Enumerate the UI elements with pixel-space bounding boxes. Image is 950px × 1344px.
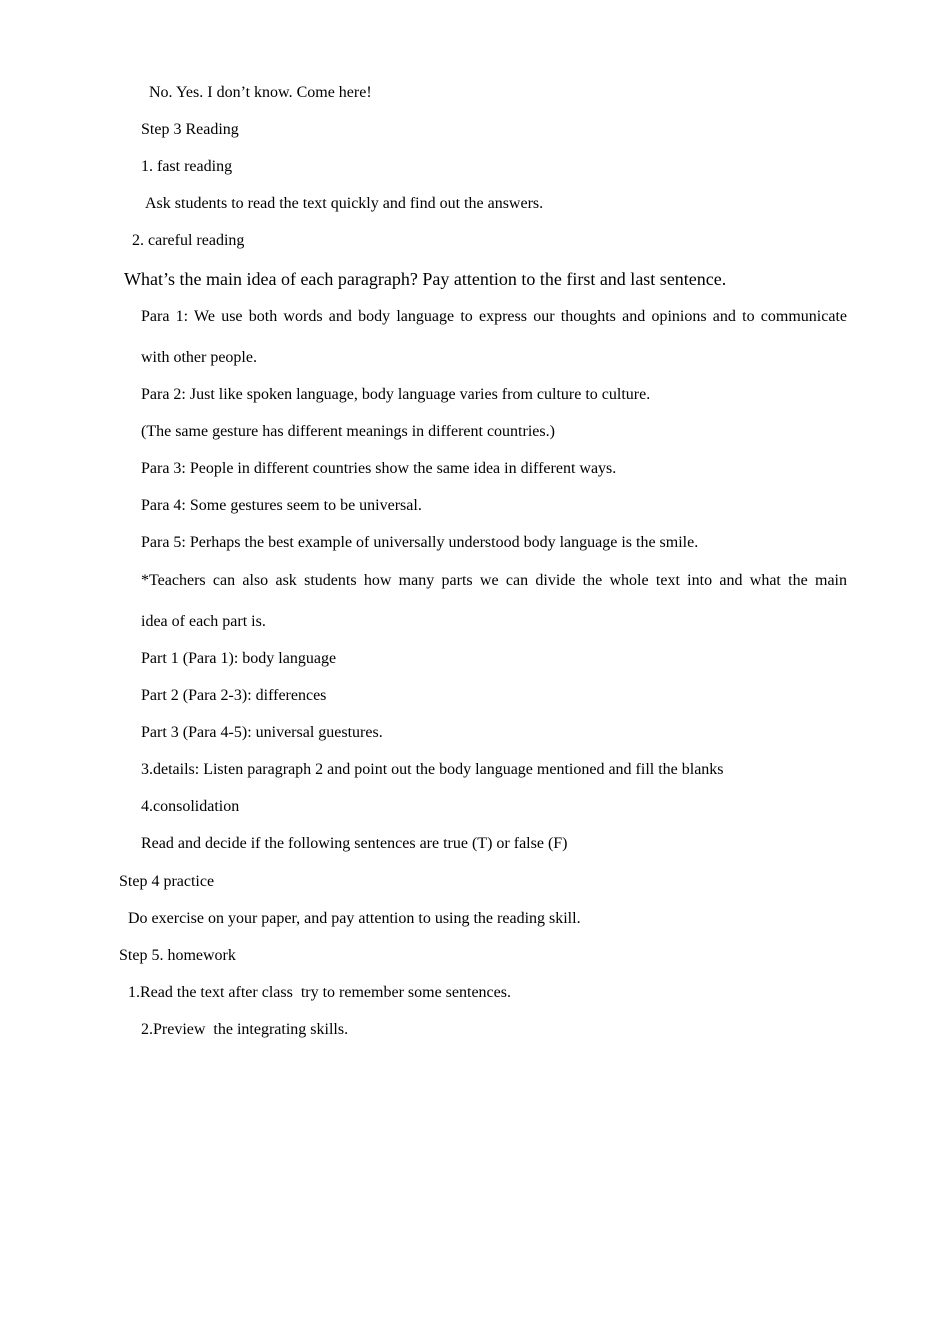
step-4-heading: Step 4 practice [119, 873, 215, 890]
para-1-idea-cont: with other people. [141, 349, 257, 366]
main-idea-question: What’s the main idea of each paragraph? Pay attention to the first and last sentence. [124, 269, 727, 289]
teacher-note-cont: idea of each part is. [141, 613, 266, 630]
part-2: Part 2 (Para 2-3): differences [141, 687, 327, 704]
practice-instruction: Do exercise on your paper, and pay attention to using the reading skill. [128, 910, 581, 927]
consolidation-heading: 4.consolidation [141, 798, 240, 815]
true-false-task: Read and decide if the following sentences are true (T) or false (F) [141, 835, 568, 852]
para-2-note: (The same gesture has different meanings in different countries.) [141, 423, 555, 440]
part-1: Part 1 (Para 1): body language [141, 650, 337, 667]
step-5-heading: Step 5. homework [119, 947, 236, 964]
para-4-idea: Para 4: Some gestures seem to be universal. [141, 497, 422, 514]
careful-reading-heading: 2. careful reading [132, 232, 245, 249]
fast-reading-heading: 1. fast reading [141, 158, 233, 175]
teacher-note: *Teachers can also ask students how many parts we can divide the whole text into and what the main [141, 572, 847, 589]
part-3: Part 3 (Para 4-5): universal guestures. [141, 724, 383, 741]
fast-reading-instruction: Ask students to read the text quickly and find out the answers. [145, 195, 544, 212]
para-1-idea: Para 1: We use both words and body language to express our thoughts and opinions and to communicate [141, 308, 847, 325]
para-3-idea: Para 3: People in different countries show the same idea in different ways. [141, 460, 617, 477]
para-2-idea: Para 2: Just like spoken language, body language varies from culture to culture. [141, 386, 651, 403]
step-3-heading: Step 3 Reading [141, 121, 239, 138]
details-task: 3.details: Listen paragraph 2 and point out the body language mentioned and fill the blanks [141, 761, 724, 778]
homework-item-1: 1.Read the text after class try to remember some sentences. [128, 984, 511, 1001]
dialogue-line: No. Yes. I don’t know. Come here! [149, 84, 372, 101]
para-5-idea: Para 5: Perhaps the best example of universally understood body language is the smile. [141, 534, 699, 551]
homework-item-2: 2.Preview the integrating skills. [141, 1021, 349, 1038]
